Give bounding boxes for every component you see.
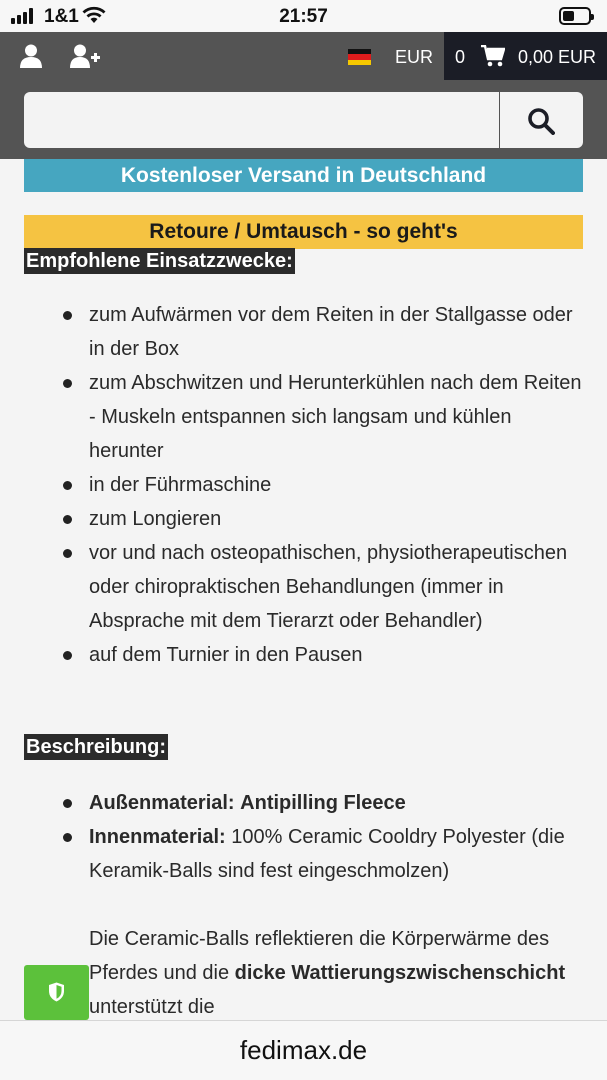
clock-time: 21:57 xyxy=(279,6,328,27)
user-icon[interactable] xyxy=(20,44,42,68)
cart-icon xyxy=(481,45,505,67)
search-button[interactable] xyxy=(500,92,583,148)
browser-url-bar[interactable] xyxy=(0,1020,607,1080)
description-text-continued: unterstützt die xyxy=(89,996,215,1018)
privacy-shield-button[interactable] xyxy=(24,965,89,1020)
search-input[interactable] xyxy=(24,92,499,148)
add-user-icon[interactable] xyxy=(70,44,100,68)
inner-material-label: Innenmaterial: xyxy=(89,826,226,848)
uses-heading: Empfohlene Einsatzzwecke: xyxy=(26,250,293,272)
material-list xyxy=(0,786,607,888)
return-info-banner[interactable]: Retoure / Umtausch - so geht's xyxy=(24,215,583,249)
site-header xyxy=(0,32,607,159)
uses-list xyxy=(0,298,607,672)
inner-material-value: 100% Ceramic Cooldry Polyester (die Keramik-Balls sind fest eingeschmolzen) xyxy=(89,826,565,882)
description-heading: Beschreibung: xyxy=(26,736,167,758)
carrier-name: 1&1 xyxy=(44,6,79,27)
list-item: auf dem Turnier in den Pausen xyxy=(0,638,607,672)
list-item: zum Longieren xyxy=(0,502,607,536)
battery-icon xyxy=(559,7,591,25)
battery-level xyxy=(563,11,574,21)
cart-total: 0,00 EUR xyxy=(518,47,597,67)
description-paragraph xyxy=(89,922,589,1024)
description-bold-text: dicke Wattierungszwischenschicht xyxy=(234,962,566,984)
list-item xyxy=(0,820,607,888)
url-text: fedimax.de xyxy=(239,1035,368,1065)
shield-icon xyxy=(48,982,65,1002)
list-item: zum Abschwitzen und Herunterkühlen nach dem Reiten - Muskeln entspannen sich langsam und kühlen herunter xyxy=(0,366,607,468)
currency-selector[interactable]: EUR xyxy=(395,47,434,67)
outer-material-value: Antipilling Fleece xyxy=(240,792,406,814)
free-shipping-banner[interactable]: Kostenloser Versand in Deutschland xyxy=(24,159,583,192)
list-item: in der Führmaschine xyxy=(0,468,607,502)
outer-material-label: Außenmaterial: xyxy=(89,792,235,814)
description-text: Die Ceramic-Balls reflektieren die Körperwärme des Pferdes und die xyxy=(89,928,550,984)
list-item: zum Aufwärmen vor dem Reiten in der Stallgasse oder in der Box xyxy=(0,298,607,366)
cart-button[interactable] xyxy=(444,32,607,80)
status-bar xyxy=(0,0,607,32)
list-item xyxy=(0,786,607,820)
german-flag-icon[interactable] xyxy=(348,49,371,65)
search-icon xyxy=(527,107,555,135)
cart-count: 0 xyxy=(455,47,466,67)
list-item: vor und nach osteopathischen, physiotherapeutischen oder chiropraktischen Behandlungen (immer in Absprache mit dem Tierarzt oder Behandler) xyxy=(0,536,607,638)
